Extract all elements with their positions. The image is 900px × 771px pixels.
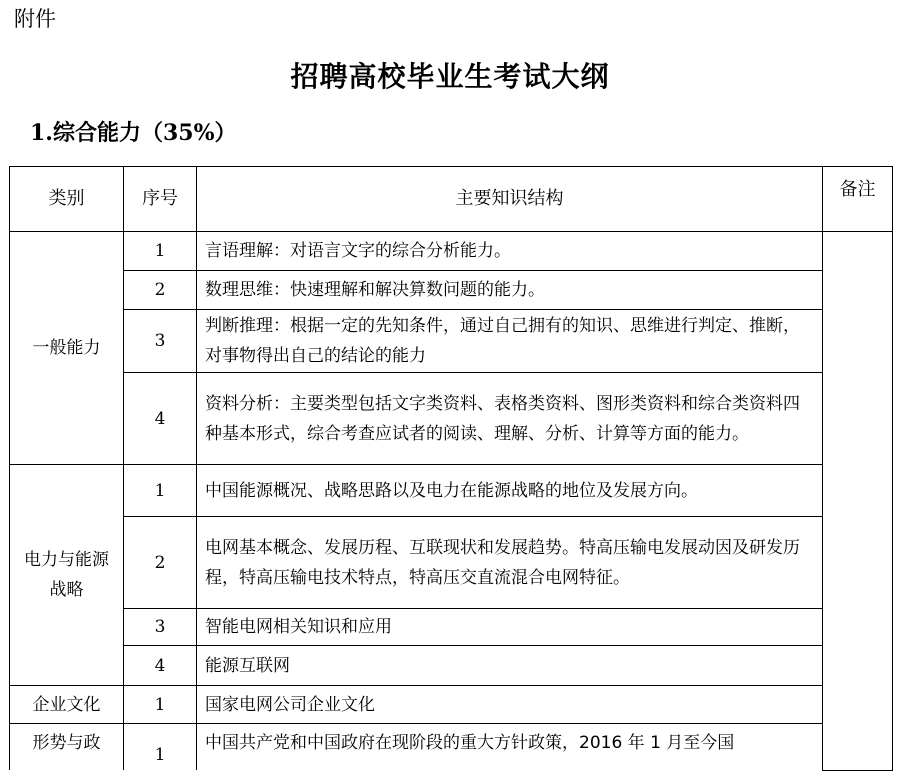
table-header-row [10,167,893,232]
table-row [10,517,893,609]
row-content: 言语理解：对语言文字的综合分析能力。 [197,232,823,271]
row-content: 中国能源概况、战略思路以及电力在能源战略的地位及发展方向。 [197,465,823,517]
header-note: 备注 [823,167,893,232]
page-title: 招聘高校毕业生考试大纲 [290,60,610,93]
row-number: 4 [124,646,197,686]
header-content: 主要知识结构 [197,167,823,232]
row-content: 智能电网相关知识和应用 [197,609,823,646]
header-number: 序号 [124,167,197,232]
category-cell: 形势与政 [10,724,124,771]
table-row [10,646,893,686]
row-number: 1 [124,686,197,724]
row-content: 资料分析：主要类型包括文字类资料、表格类资料、图形类资料和综合类资料四种基本形式，综合考查应试者的阅读、理解、分析、计算等方面的能力。 [197,373,823,465]
attachment-label: 附件 [14,7,56,31]
table-row [10,271,893,310]
table-row [10,232,893,271]
table-row [10,724,893,771]
table-row [10,686,893,724]
table-row [10,310,893,373]
row-content: 能源互联网 [197,646,823,686]
row-number: 4 [124,373,197,465]
row-content: 中国共产党和中国政府在现阶段的重大方针政策，2016 年 1 月至今国 [197,724,823,771]
section-heading: 1.综合能力（35%） [30,120,237,146]
table-row [10,609,893,646]
header-category: 类别 [10,167,124,232]
syllabus-table [9,166,893,771]
table-row [10,465,893,517]
row-number: 3 [124,310,197,373]
row-number: 2 [124,271,197,310]
row-number: 3 [124,609,197,646]
row-number: 1 [124,724,197,771]
row-number: 1 [124,465,197,517]
row-content: 国家电网公司企业文化 [197,686,823,724]
note-cell [823,232,893,771]
row-number: 2 [124,517,197,609]
table-row [10,373,893,465]
row-content: 电网基本概念、发展历程、互联现状和发展趋势。特高压输电发展动因及研发历程，特高压输电技术特点，特高压交直流混合电网特征。 [197,517,823,609]
category-cell: 一般能力 [10,232,124,465]
row-content: 判断推理：根据一定的先知条件，通过自己拥有的知识、思维进行判定、推断，对事物得出自己的结论的能力 [197,310,823,373]
category-cell: 企业文化 [10,686,124,724]
row-content: 数理思维：快速理解和解决算数问题的能力。 [197,271,823,310]
row-number: 1 [124,232,197,271]
category-cell: 电力与能源战略 [10,465,124,686]
